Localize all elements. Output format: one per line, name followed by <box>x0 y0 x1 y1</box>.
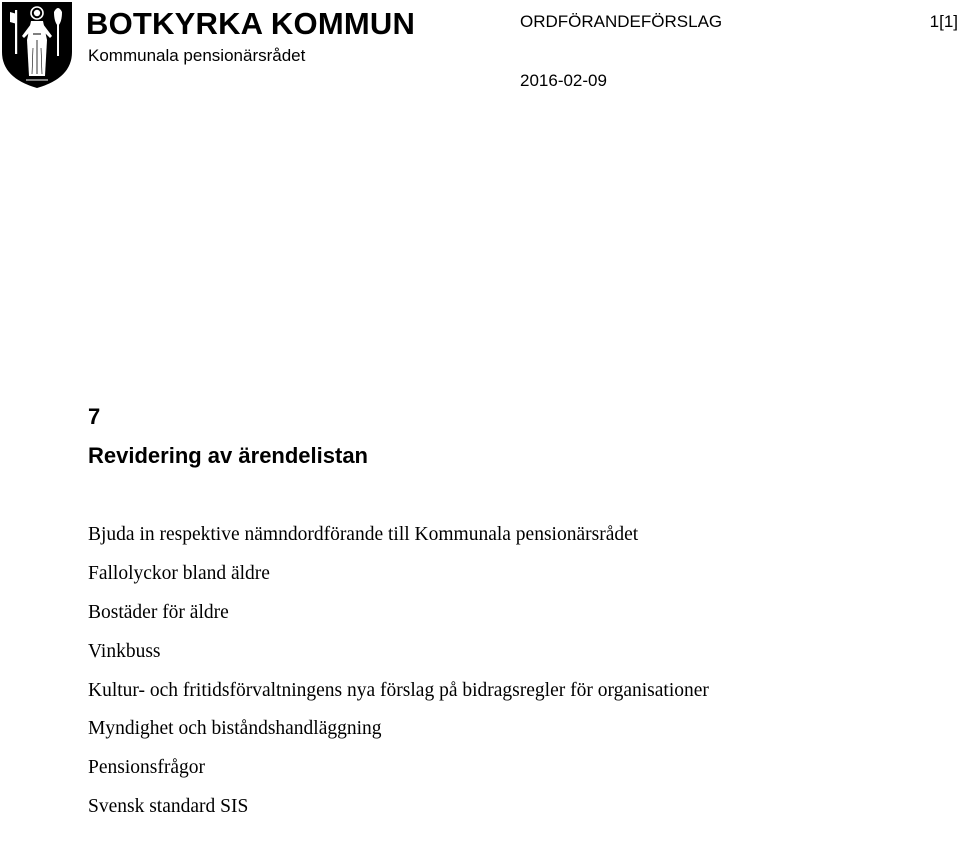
topic-item: Vinkbuss <box>88 641 161 662</box>
topic-item: Bostäder för äldre <box>88 602 229 623</box>
topic-item: Kultur- och fritidsförvaltningens nya förslag på bidragsregler för organisationer <box>88 680 709 701</box>
document-date: 2016-02-09 <box>520 71 607 90</box>
topic-list <box>88 523 808 834</box>
topic-item: Myndighet och biståndshandläggning <box>88 718 382 739</box>
organization-name: BOTKYRKA KOMMUN <box>86 6 416 41</box>
topic-item: Bjuda in respektive nämndordförande till Kommunala pensionärsrådet <box>88 524 639 545</box>
topic-item: Pensionsfrågor <box>88 757 205 778</box>
document-type: ORDFÖRANDEFÖRSLAG <box>520 12 723 31</box>
organization-subtitle: Kommunala pensionärsrådet <box>88 46 306 65</box>
page-number: 1[1] <box>929 12 958 31</box>
topic-item: Fallolyckor bland äldre <box>88 563 270 584</box>
topic-item: Svensk standard SIS <box>88 796 249 817</box>
agenda-item-number: 7 <box>88 404 101 429</box>
coat-of-arms-logo <box>0 0 74 90</box>
agenda-item-title: Revidering av ärendelistan <box>88 443 368 468</box>
